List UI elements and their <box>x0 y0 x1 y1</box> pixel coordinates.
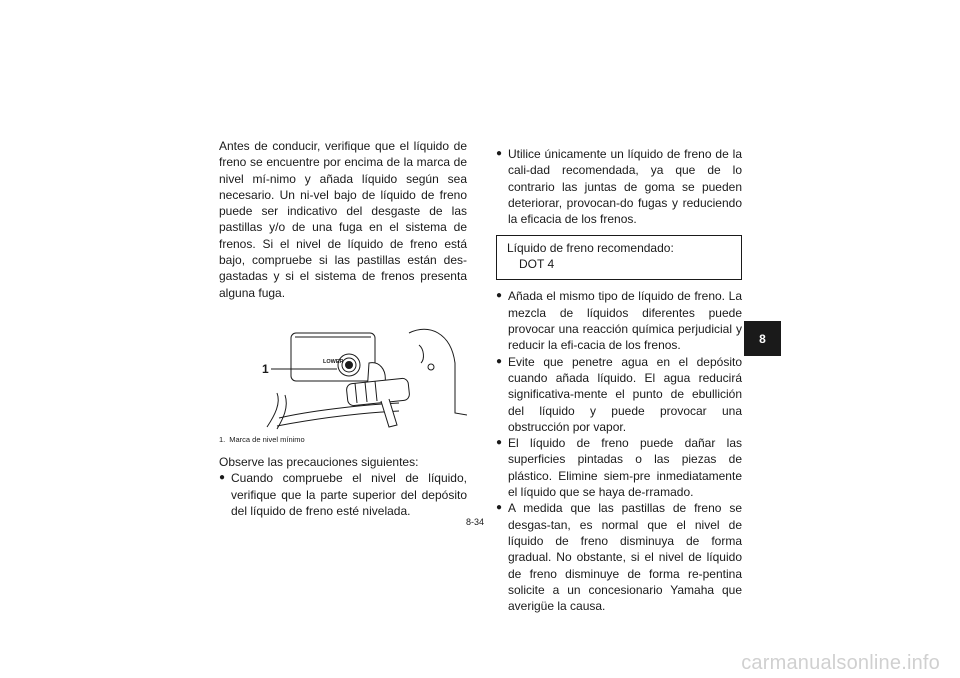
observe-heading: Observe las precauciones siguientes: <box>219 454 419 469</box>
bullet-pad-wear <box>496 500 742 614</box>
bullet-text: Evite que penetre agua en el depósito cuando añada líquido. El agua reducirá significativa-mente el punto de ebullición del líquido y puede provocar una obstrucción por vapor. <box>508 354 742 434</box>
bullet-text: Cuando compruebe el nivel de líquido, verifique que la parte superior del depósito del líquido de freno esté nivelada. <box>231 471 467 518</box>
bullet-icon: ● <box>496 148 503 159</box>
caption-number: 1. <box>219 434 226 444</box>
brake-reservoir-figure <box>219 323 467 445</box>
bullet-avoid-water <box>496 354 742 435</box>
caption-text: Marca de nivel mínimo <box>229 434 305 444</box>
bullet-icon: ● <box>496 502 503 514</box>
bullet-text: Añada el mismo tipo de líquido de freno. La mezcla de líquidos diferentes puede provocar una reacción química perjudicial y reducir la efi-cacia de los frenos. <box>508 289 742 353</box>
left-column <box>219 138 467 519</box>
page-number: 8-34 <box>466 517 485 527</box>
bullet-text: El líquido de freno puede dañar las superficies pintadas o las piezas de plástico. Elimine siem-pre inmediatamente el líquido que se haya de-rramado. <box>508 436 742 500</box>
bullet-recommended-fluid <box>496 146 742 227</box>
right-column <box>496 146 742 614</box>
intro-paragraph: Antes de conducir, verifique que el líquido de freno se encuentre por encima de la marca de nivel mí-nimo y añada líquido según sea necesario. Un ni-vel bajo de líquido de freno puede ser indicativo del desgaste de las pastillas y/o de una fuga en el sistema de frenos. Si el nivel de líquido de freno está bajo, compruebe si las pastillas están des-gastadas y si el sistema de frenos presenta alguna fuga. <box>219 139 467 300</box>
bullet-text: Utilice únicamente un líquido de freno de la cali-dad recomendada, ya que de lo contrario las juntas de goma se pueden deteriorar, provocan-do fugas y reduciendo la eficacia de los frenos. <box>508 147 742 227</box>
bullet-icon: ● <box>496 290 503 302</box>
bullet-level-check <box>219 470 467 519</box>
bullet-icon: ● <box>496 437 503 449</box>
bullet-icon: ● <box>219 472 226 484</box>
reservoir-lower-label: LOWER <box>323 358 344 365</box>
bullet-icon: ● <box>496 355 503 367</box>
recommended-fluid-label: Líquido de freno recomendado: <box>507 241 674 256</box>
brake-reservoir-illustration <box>219 323 467 433</box>
figure-caption <box>219 435 467 445</box>
bullet-paint-damage <box>496 435 742 500</box>
bullet-text: A medida que las pastillas de freno se desgas-tan, es normal que el nivel de líquido de freno disminuya de forma gradual. No obstante, si el nivel de líquido de freno disminuye de forma re-pentina solicite a un concesionario Yamaha que averigüe la causa. <box>508 501 742 614</box>
bullet-same-fluid <box>496 288 742 353</box>
figure-callout-number: 1 <box>262 361 269 376</box>
recommended-fluid-value: DOT 4 <box>519 257 555 272</box>
recommended-fluid-box <box>496 235 742 280</box>
chapter-tab: 8 <box>744 321 781 356</box>
watermark: carmanualsonline.info <box>741 652 940 674</box>
